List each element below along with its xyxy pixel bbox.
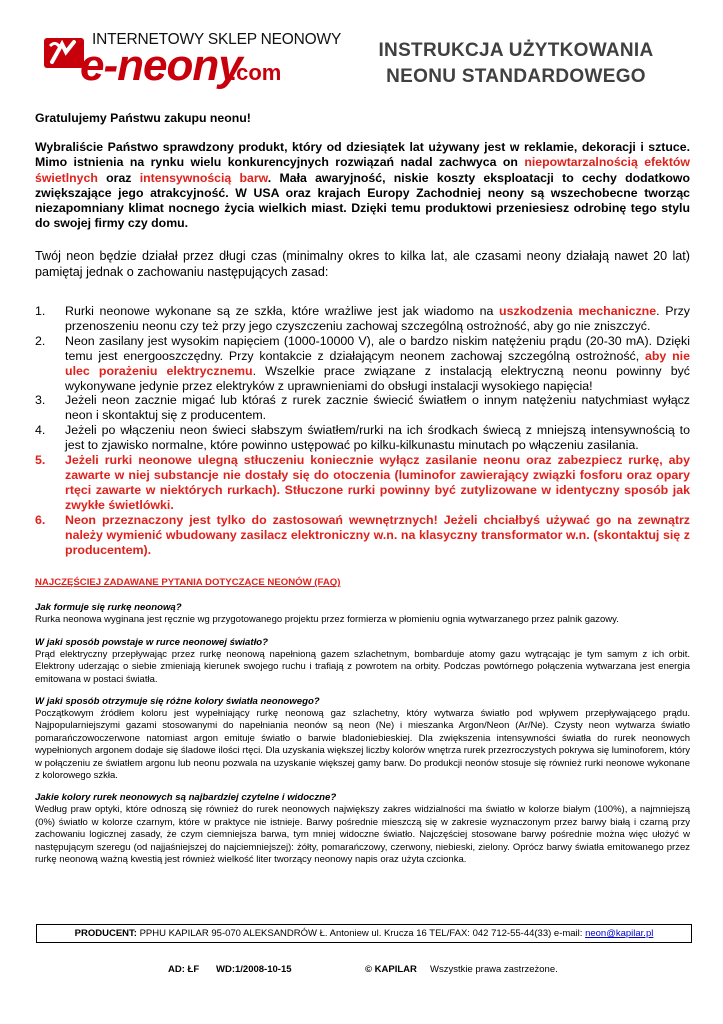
faq-answer: Rurka neonowa wyginana jest ręcznie wg przygotowanego projektu przez formierza w płomieniu ognia wytwarzanego przez palnik gazowy. [35,614,619,626]
faq-question: W jaki sposób otrzymuje się różne kolory światła neonowego? [35,696,320,708]
rule-text: Neon przeznaczony jest tylko do zastosowań wewnętrznych! Jeżeli chciałbyś używać go na zewnątrz należy wymienić wbudowany zasilacz elektroniczny w.n. na klasyczny transformator w.n. (skontaktuj się z producentem). [65,512,690,557]
rule-number: 5. [35,453,46,468]
faq-answer: Według praw optyki, które odnoszą się również do rurek neonowych największy zakres widzialności ma światło w kolorze białym (100%), a najmniejszą (0%) światło w kolorze czarnym, które w praktyce nie istnieje. Barwy pośrednie mieszczą się w zakresie wyznaczonym przez barwy białą i czarną przy zachowaniu logicznej zasady, że czym ciemniejsza barwa, tym mniej widoczne światło. Najczęściej stosowane barwy pośrednie można więc ułożyć w następującym szeregu (od najjaśniejszej do najciemniejszej): żółty, pomarańczowy, czerwony, niebieski, zielony. Oprócz barwy światła emitowanego przez rurkę neonową ważną kwestią jest również wielkość liter tworzący neonowy napis oraz użyta czcionka. [35,804,690,866]
rule-item [35,334,690,394]
faq-question: Jakie kolory rurek neonowych są najbardziej czytelne i widoczne? [35,792,337,804]
rule-text: Neon zasilany jest wysokim napięciem (1000-10000 V), ale o bardzo niskim natężeniu prądu (20-30 mA). Dzięki temu jest energooszczędny. Przy kontakcie z działającym neonem zachowaj szczególną ostrożność, [65,333,690,363]
lead-paragraph: Twój neon będzie działał przez długi czas (minimalny okres to kilka lat, ale czasami neony działają nawet 20 lat) pamiętaj jednak o zachowaniu następujących zasad: [35,249,690,279]
logo-shop-text: INTERNETOWY SKLEP NEONOWY [92,31,342,48]
faq-item [35,696,690,782]
rule-text-end: . Wszelkie prace związane z instalacją elektryczną neonu powinny być wykonywane jedynie przez elektryków z uprawnieniami do obsługi instalacji wysokiego napięcia! [65,363,690,393]
faq-item [35,792,690,866]
faq-title: NAJCZĘŚCIEJ ZADAWANE PYTANIA DOTYCZĄCE NEONÓW (FAQ) [35,577,341,589]
producer-email-link[interactable]: neon@kapilar.pl [585,928,654,939]
rule-text-end: . Przy przenoszeniu neonu czy też przy jego czyszczeniu zachowaj szczególną ostrożność, aby go nie zniszczyć. [65,304,690,333]
faq-answer: Początkowym źródłem koloru jest wypełniający rurkę neonową gaz szlachetny, który wytwarza światło pod wpływem przepływającego prądu. Najpopularniejszymi gazami stosowanymi do napełniania neonów są neon (Ne) i mieszanka Argon/Neon (Ar/Ne). Czysty neon wytwarza światło pomarańczowoczerwone natomiast argon emituje światło o barwie bladoniebieskiej. Dla zwiększenia intensywności światła do rurek neonowych wypełnionych argonem dodaje się śladowe ilości rtęci. Dla uzyskania większej liczby kolorów wnętrza rurek przezroczystych pokrywa się luminoforem, który w połączeniu ze światłem argonu lub neonu pozwala na uzyskanie większej gamy barw. Do produkcji neonów stosuje się również rurki neonowe wykonane z kolorowego szkła. [35,708,690,782]
footer-rights: Wszystkie prawa zastrzeżone. [430,964,558,975]
faq-answer: Prąd elektryczny przepływając przez rurkę neonową napełnioną gazem szlachetnym, bombarduje atomy gazu wytrącając je tym samym z ich orbit. Elektrony uderzając o siebie zmieniają kierunek swojego ruchu i trafiają z powrotem na orbity. Podczas powtórnego połączenia wytwarzana jest energia emitowana w postaci światła. [35,648,690,685]
title-line-1: INSTRUKCJA UŻYTKOWANIA [378,40,654,61]
rule-number: 3. [35,393,46,408]
intro-text-1: Wybraliście Państwo sprawdzony produkt, który od dziesiątek lat używany jest w reklamie, dekoracji i sztuce. Mimo istnienia na rynku wielu konkurencyjnych rozwiązań nadal zachwyca on [35,140,690,170]
rule-text: Jeżeli neon zacznie migać lub któraś z rurek zacznie świecić światłem o innym natężeniu natychmiast wyłącz neon i skontaktuj się z producentem. [65,393,690,423]
faq-question: Jak formuje się rurkę neonową? [35,602,182,614]
page-title [336,38,696,90]
producer-details: PPHU KAPILAR 95-070 ALEKSANDRÓW Ł. Antoniew ul. Krucza 16 TEL/FAX: 042 712-55-44(33) e-mail: [136,928,586,939]
logo-brand-text: e-neony [80,41,242,90]
rule-text: Rurki neonowe wykonane są ze szkła, które wrażliwe jest jak wiadomo na [65,304,500,319]
producer-label: PRODUCENT: [74,928,137,939]
greeting: Gratulujemy Państwu zakupu neonu! [35,111,251,125]
intro-paragraph [35,140,690,231]
rule-item-warning [35,513,690,558]
producer-box [36,924,692,943]
rule-number: 6. [35,512,46,527]
rule-number: 1. [35,304,46,319]
faq-item [35,602,690,626]
rule-item [35,393,690,423]
rule-highlight: uszkodzenia mechaniczne [499,304,657,319]
intro-text-3: . Mała awaryjność, niskie koszty eksploatacji to cechy dodatkowo zwiększające jego atrakcyjność. W USA oraz krajach Europy Zachodniej neony są wszechobecne tworząc niezapomniany klimat nocnego życia wielkich miast. Dzięki temu produktowi przeniesiesz odrobinę tego stylu do swojej firmy czy domu. [35,170,691,231]
rule-text: Jeżeli po włączeniu neon świeci słabszym światłem/rurki na ich środkach świecą z mniejszą intensywnością to jest to zjawisko normalne, które powinno ustępować po kilku-kilkunastu minutach po włączeniu zasilania. [65,423,690,453]
footer-ad: AD: ŁF [168,964,200,975]
document-body [35,111,690,867]
faq-question: W jaki sposób powstaje w rurce neonowej światło? [35,636,268,648]
rule-item-warning [35,453,690,513]
intro-highlight-1: niepowtarzalnością efektów świetlnych [35,155,690,185]
footer-wd: WD:1/2008-10-15 [216,964,292,975]
rule-number: 4. [35,423,46,438]
logo-tld-text: .com [230,60,282,85]
faq-item [35,637,690,686]
header [0,0,723,110]
title-line-2: NEONU STANDARDOWEGO [386,66,646,87]
e-neony-logo[interactable] [44,30,342,92]
rule-highlight: aby nie ulec porażeniu elektrycznemu [65,348,690,378]
footer-copyright: © KAPILAR [365,964,417,975]
rules-list [35,304,690,557]
intro-highlight-2: intensywnością barw [139,170,268,185]
intro-text-2: oraz [97,170,140,185]
rule-item [35,304,690,334]
rule-item [35,423,690,453]
rule-text: Jeżeli rurki neonowe ulegną stłuczeniu koniecznie wyłącz zasilanie neonu oraz zabezpiecz rurkę, aby zawarte w niej substancje nie dostały się do otoczenia (luminofor zawierający związki fosforu oraz opary rtęci zawarte w niektórych rurkach). Stłuczone rurki powinny być zutylizowane w identyczny sposób jak zwykłe świetlówki. [65,453,690,512]
rule-number: 2. [35,333,46,348]
